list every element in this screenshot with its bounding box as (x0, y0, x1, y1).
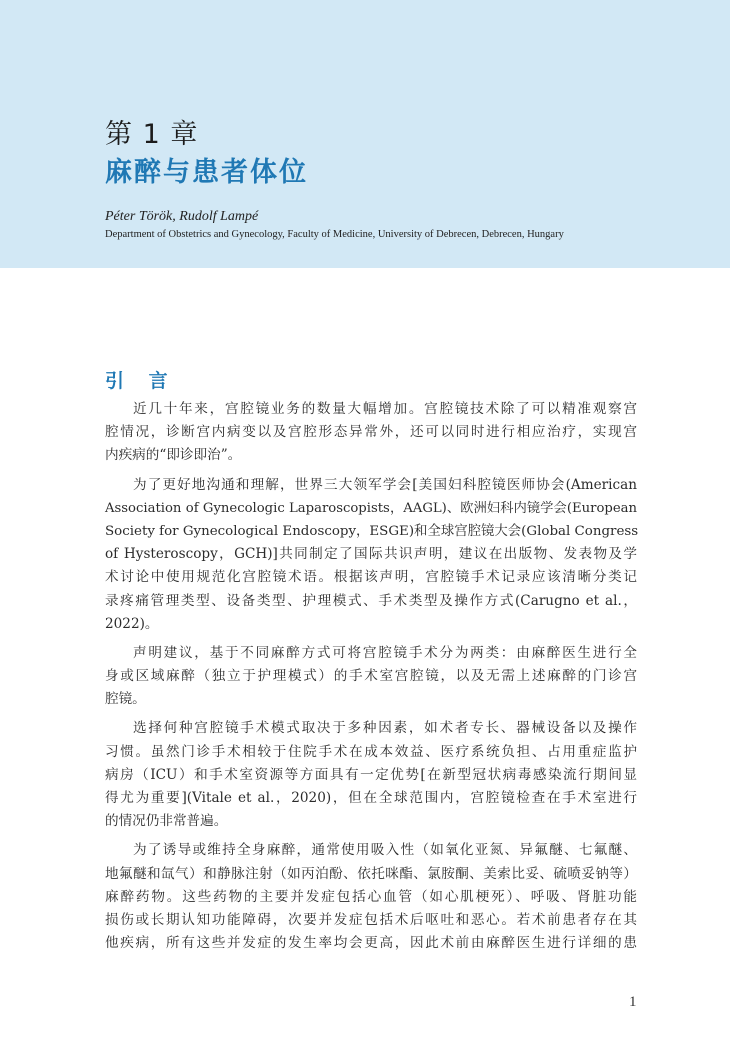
text-line: 身或区域麻醉（独立于护理模式）的手术室宫腔镜，以及无需上述麻醉的门诊宫 (105, 668, 637, 685)
paragraph (105, 717, 637, 833)
text-line: 术讨论中使用规范化宫腔镜术语。根据该声明，宫腔镜手术记录应该清晰分类记 (105, 569, 637, 586)
text-line: 他疾病，所有这些并发症的发生率均会更高，因此术前由麻醉医生进行详细的患 (105, 935, 637, 952)
text-line: 腔情况，诊断宫内病变以及宫腔形态异常外，还可以同时进行相应治疗，实现宫 (105, 424, 637, 441)
paragraph (105, 839, 637, 955)
text-line: 的情况仍非常普遍。 (105, 813, 228, 830)
author-affiliation: Department of Obstetrics and Gynecology, Faculty of Medicine, University of Debrecen, Debrecen, Hungary (105, 229, 564, 240)
text-line: 内疾病的“即诊即治”。 (105, 447, 242, 464)
paragraph (105, 474, 637, 636)
chapter-number: 第 1 章 (105, 119, 199, 150)
text-line: 习惯。虽然门诊手术相较于住院手术在成本效益、医疗系统负担、占用重症监护 (105, 743, 637, 760)
text-line: 为了更好地沟通和理解，世界三大领军学会[美国妇科腔镜医师协会(American (133, 476, 637, 493)
chapter-authors: Péter Török, Rudolf Lampé (105, 209, 259, 224)
text-line: 2022)。 (105, 615, 159, 632)
text-line: 腔镜。 (105, 691, 146, 708)
text-line: 录疼痛管理类型、设备类型、护理模式、手术类型及操作方式(Carugno et al.， (105, 592, 637, 609)
text-line: 地氟醚和氙气）和静脉注射（如丙泊酚、依托咪酯、氯胺酮、美索比妥、硫喷妥钠等） (105, 865, 637, 882)
text-line: Society for Gynecological Endoscopy，ESGE)和全球宫腔镜大会(Global Congress (105, 523, 639, 539)
text-line: 为了诱导或维持全身麻醉，通常使用吸入性（如氧化亚氮、异氟醚、七氟醚、 (133, 842, 637, 859)
text-line: 近几十年来，宫腔镜业务的数量大幅增加。宫腔镜技术除了可以精准观察宫 (133, 401, 637, 417)
text-line: 病房（ICU）和手术室资源等方面具有一定优势[在新型冠状病毒感染流行期间显 (105, 766, 637, 783)
text-line: 声明建议，基于不同麻醉方式可将宫腔镜手术分为两类：由麻醉医生进行全 (133, 644, 637, 661)
body-text (105, 398, 637, 955)
text-line: 麻醉药物。这些药物的主要并发症包括心血管（如心肌梗死）、呼吸、肾脏功能 (105, 888, 637, 905)
text-line: 选择何种宫腔镜手术模式取决于多种因素，如术者专长、器械设备以及操作 (133, 720, 637, 737)
text-line: Association of Gynecologic Laparoscopists，AAGL)、欧洲妇科内镜学会(European (105, 500, 637, 516)
chapter-title: 麻醉与患者体位 (105, 157, 308, 188)
section-heading: 引 言 (105, 370, 177, 392)
page-number: 1 (629, 994, 637, 1010)
text-line: 得尤为重要](Vitale et al.，2020)，但在全球范围内，宫腔镜检查在手术室进行 (105, 790, 637, 806)
paragraph (105, 642, 637, 712)
text-line: of Hysteroscopy，GCH)]共同制定了国际共识声明，建议在出版物、发表物及学 (105, 546, 637, 563)
text-line: 损伤或长期认知功能障碍，次要并发症包括术后呕吐和恶心。若术前患者存在其 (105, 911, 637, 928)
paragraph (105, 398, 637, 468)
